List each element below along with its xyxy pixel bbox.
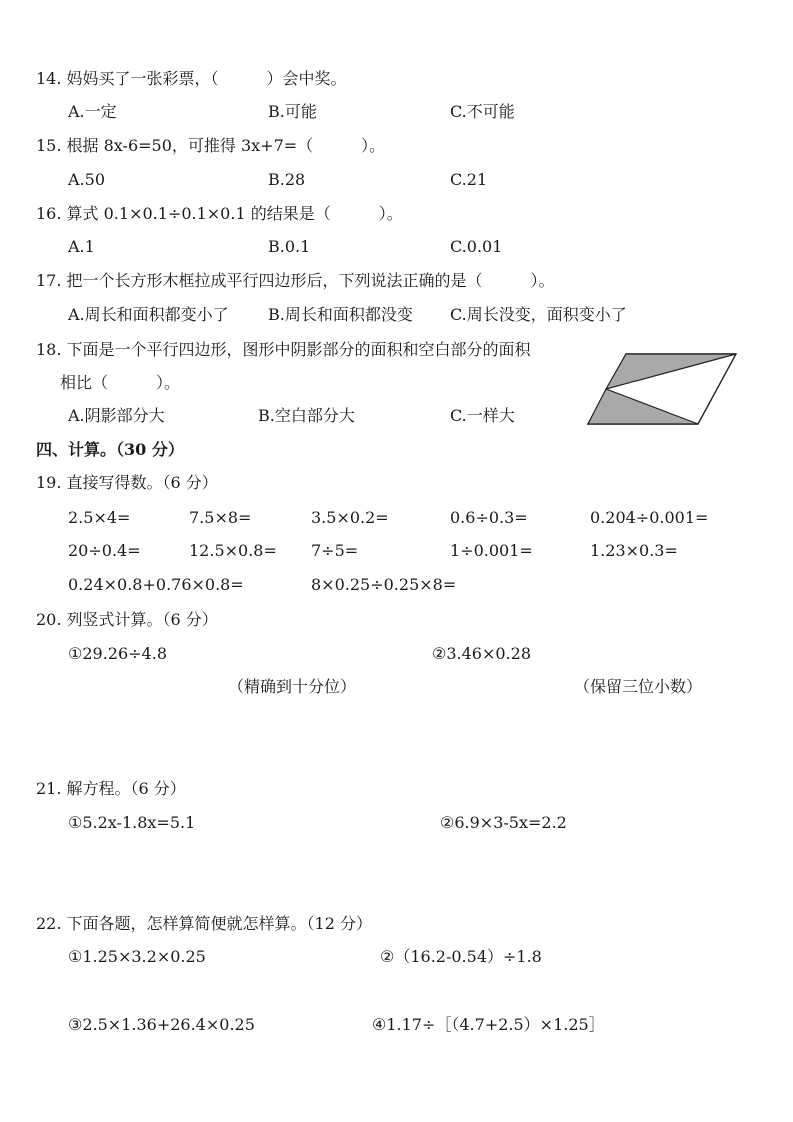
q16-option-a: A.1 [68, 237, 95, 256]
q17-stem: 17. 把一个长方形木框拉成平行四边形后，下列说法正确的是（ ）。 [36, 271, 555, 290]
q19-item: 7÷5= [311, 541, 359, 560]
q22-problem-2: ②（16.2-0.54）÷1.8 [380, 947, 542, 966]
q21-stem: 21. 解方程。（6 分） [36, 779, 186, 798]
q18-option-b: B.空白部分大 [258, 406, 355, 425]
q19-item: 7.5×8= [189, 508, 252, 527]
q18-option-a: A.阴影部分大 [68, 406, 165, 425]
q17-option-b: B.周长和面积都没变 [268, 305, 413, 324]
q16-option-c: C.0.01 [450, 237, 503, 256]
q22-problem-4: ④1.17÷［（4.7+2.5）×1.25］ [372, 1015, 605, 1034]
q21-problem-1: ①5.2x-1.8x=5.1 [68, 813, 196, 832]
q19-item: 12.5×0.8= [189, 541, 277, 560]
q19-item: 3.5×0.2= [311, 508, 389, 527]
q19-item: 0.24×0.8+0.76×0.8= [68, 575, 244, 594]
q19-item: 0.6÷0.3= [450, 508, 528, 527]
q21-problem-2: ②6.9×3-5x=2.2 [440, 813, 567, 832]
q19-item: 1.23×0.3= [590, 541, 678, 560]
q14-option-c: C.不可能 [450, 102, 515, 121]
q20-note-2: （保留三位小数） [574, 677, 703, 696]
q15-option-b: B.28 [268, 170, 306, 189]
q19-item: 1÷0.001= [450, 541, 533, 560]
q19-item: 20÷0.4= [68, 541, 141, 560]
parallelogram-figure [586, 352, 738, 428]
section-title: 四、计算。（30 分） [36, 440, 184, 459]
q19-item: 0.204÷0.001= [590, 508, 709, 527]
q19-stem: 19. 直接写得数。（6 分） [36, 473, 218, 492]
q19-item: 2.5×4= [68, 508, 131, 527]
q22-problem-1: ①1.25×3.2×0.25 [68, 947, 206, 966]
q20-note-1: （精确到十分位） [228, 677, 357, 696]
q22-stem: 22. 下面各题，怎样算简便就怎样算。（12 分） [36, 914, 372, 933]
q17-option-a: A.周长和面积都变小了 [68, 305, 229, 324]
q18-stem: 18. 下面是一个平行四边形，图形中阴影部分的面积和空白部分的面积 [36, 340, 531, 359]
q18-stem-cont: 相比（ ）。 [60, 373, 181, 392]
q16-option-b: B.0.1 [268, 237, 311, 256]
q14-option-a: A.一定 [68, 102, 117, 121]
q20-problem-2: ②3.46×0.28 [432, 644, 531, 663]
q17-option-c: C.周长没变，面积变小了 [450, 305, 627, 324]
q20-stem: 20. 列竖式计算。（6 分） [36, 610, 218, 629]
q15-stem: 15. 根据 8x-6=50，可推得 3x+7=（ ）。 [36, 136, 386, 155]
q19-item: 8×0.25÷0.25×8= [311, 575, 457, 594]
q14-option-b: B.可能 [268, 102, 317, 121]
q16-stem: 16. 算式 0.1×0.1÷0.1×0.1 的结果是（ ）。 [36, 204, 403, 223]
q22-problem-3: ③2.5×1.36+26.4×0.25 [68, 1015, 255, 1034]
q14-stem: 14. 妈妈买了一张彩票，（ ）会中奖。 [36, 69, 347, 88]
q15-option-c: C.21 [450, 170, 488, 189]
q20-problem-1: ①29.26÷4.8 [68, 644, 167, 663]
q15-option-a: A.50 [68, 170, 105, 189]
q18-option-c: C.一样大 [450, 406, 515, 425]
